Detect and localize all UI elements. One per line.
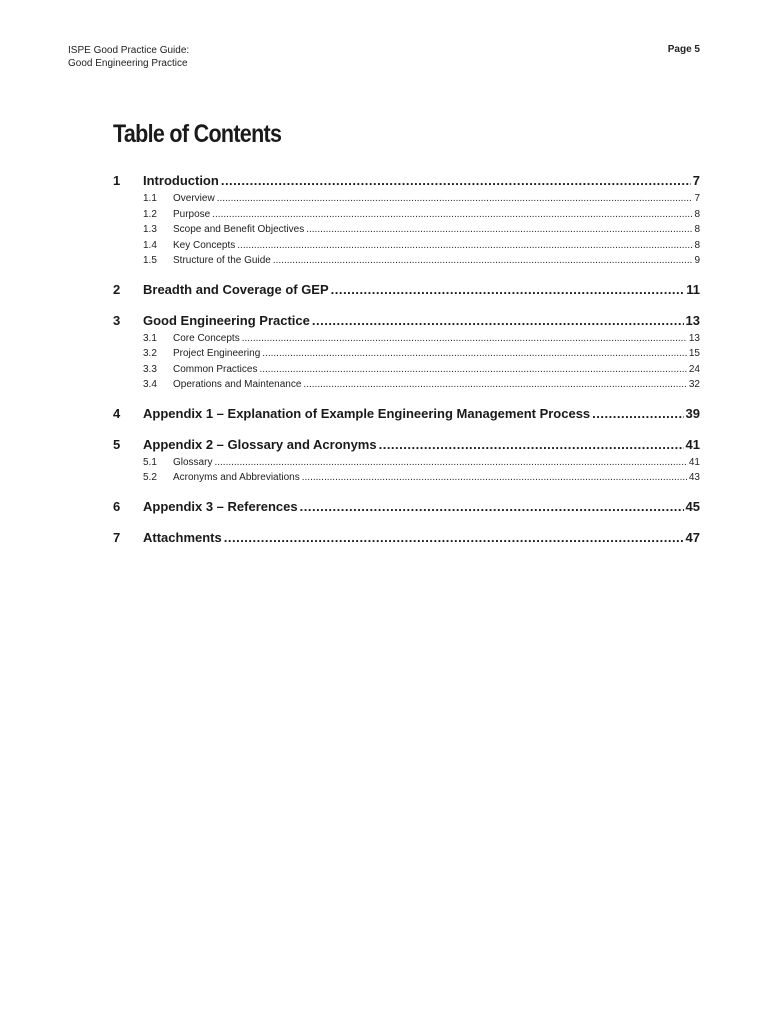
- toc-page: 13: [685, 312, 700, 328]
- toc-label: Scope and Benefit Objectives: [173, 224, 305, 235]
- dot-leader: [224, 527, 684, 548]
- toc-label: Glossary: [173, 456, 213, 468]
- toc-entry-subsection[interactable]: [113, 222, 700, 238]
- toc-number: 7: [113, 529, 121, 545]
- toc-entry-section[interactable]: [113, 434, 700, 455]
- toc-label: Appendix 1 – Explanation of Example Engineering Management Process: [143, 405, 591, 421]
- toc-number: 1.3: [143, 224, 157, 235]
- dot-leader: [379, 434, 684, 455]
- toc-page: 43: [688, 472, 700, 483]
- toc-label: Acronyms and Abbreviations: [173, 472, 300, 483]
- toc-number: 1.2: [143, 208, 157, 220]
- dot-leader: [259, 362, 686, 378]
- toc-label: Good Engineering Practice: [143, 312, 310, 328]
- toc-label: Introduction: [143, 173, 219, 188]
- toc-entry-subsection[interactable]: [113, 470, 700, 486]
- toc-number: 3.1: [143, 332, 157, 344]
- dot-leader: [331, 279, 685, 300]
- toc-number: 5: [113, 436, 121, 452]
- toc-entry-subsection[interactable]: [113, 191, 700, 207]
- toc-entry-section[interactable]: [113, 496, 700, 517]
- dot-leader: [262, 346, 687, 362]
- toc-number: 3.2: [143, 348, 157, 359]
- toc-label: Core Concepts: [173, 332, 240, 344]
- dot-leader: [592, 403, 683, 424]
- toc-number: 1.1: [143, 193, 157, 204]
- header-guide-line: ISPE Good Practice Guide:: [68, 45, 190, 56]
- toc-page: 8: [694, 208, 700, 220]
- toc-page: 32: [688, 379, 700, 390]
- toc-entry-subsection[interactable]: [113, 207, 700, 223]
- toc-entry-subsection[interactable]: [113, 362, 700, 378]
- dot-leader: [273, 253, 693, 269]
- toc-number: 3: [113, 312, 121, 328]
- page-number: Page 5: [667, 44, 700, 55]
- dot-leader: [214, 455, 686, 471]
- toc-label: Purpose: [173, 208, 211, 220]
- toc-label: Operations and Maintenance: [173, 379, 302, 390]
- toc-label: Common Practices: [173, 363, 258, 375]
- toc-page: 11: [686, 281, 700, 297]
- toc-page: 9: [694, 255, 700, 266]
- toc-page: 8: [694, 224, 700, 235]
- toc-number: 5.2: [143, 472, 157, 483]
- toc-entry-subsection[interactable]: [113, 331, 700, 347]
- toc-page: 15: [688, 348, 700, 359]
- toc-entry-subsection[interactable]: [113, 455, 700, 471]
- toc-page: 7: [692, 173, 700, 188]
- toc-entry-section[interactable]: [113, 170, 700, 191]
- dot-leader: [221, 170, 691, 191]
- toc-number: 1.5: [143, 255, 157, 266]
- toc-number: 4: [113, 405, 121, 421]
- toc-number: 5.1: [143, 456, 157, 468]
- table-of-contents: [113, 170, 700, 548]
- toc-page: 41: [685, 436, 700, 452]
- toc-number: 6: [113, 498, 121, 514]
- toc-label: Appendix 3 – References: [143, 498, 298, 514]
- toc-entry-subsection[interactable]: [113, 238, 700, 254]
- toc-entry-subsection[interactable]: [113, 253, 700, 269]
- toc-label: Project Engineering: [173, 348, 261, 359]
- header-title-line: Good Engineering Practice: [68, 58, 188, 69]
- toc-label: Overview: [173, 193, 215, 204]
- dot-leader: [312, 310, 684, 331]
- toc-label: Key Concepts: [173, 239, 236, 251]
- toc-page: 24: [688, 363, 700, 375]
- toc-page: 41: [688, 456, 700, 468]
- toc-number: 1.4: [143, 239, 157, 251]
- toc-number: 1: [113, 173, 121, 188]
- toc-number: 2: [113, 281, 121, 297]
- dot-leader: [217, 191, 693, 207]
- running-header: [68, 44, 189, 70]
- toc-label: Appendix 2 – Glossary and Acronyms: [143, 436, 377, 452]
- toc-label: Structure of the Guide: [173, 255, 271, 266]
- toc-page: 7: [694, 193, 700, 204]
- dot-leader: [303, 377, 686, 393]
- toc-label: Breadth and Coverage of GEP: [143, 281, 329, 297]
- toc-page: 39: [685, 405, 700, 421]
- toc-number: 3.3: [143, 363, 157, 375]
- dot-leader: [242, 331, 687, 347]
- dot-leader: [300, 496, 684, 517]
- dot-leader: [212, 207, 692, 223]
- dot-leader: [302, 470, 687, 486]
- dot-leader: [237, 238, 692, 254]
- toc-entry-subsection[interactable]: [113, 346, 700, 362]
- toc-page: 8: [694, 239, 700, 251]
- toc-page: 45: [685, 498, 700, 514]
- toc-page: 47: [685, 529, 700, 545]
- toc-number: 3.4: [143, 379, 157, 390]
- toc-label: Attachments: [143, 529, 222, 545]
- dot-leader: [306, 222, 692, 238]
- toc-title: Table of Contents: [113, 120, 282, 148]
- toc-page: 13: [688, 332, 700, 344]
- toc-entry-section[interactable]: [113, 310, 700, 331]
- toc-entry-section[interactable]: [113, 279, 700, 300]
- toc-entry-section[interactable]: [113, 527, 700, 548]
- toc-entry-subsection[interactable]: [113, 377, 700, 393]
- toc-entry-section[interactable]: [113, 403, 700, 424]
